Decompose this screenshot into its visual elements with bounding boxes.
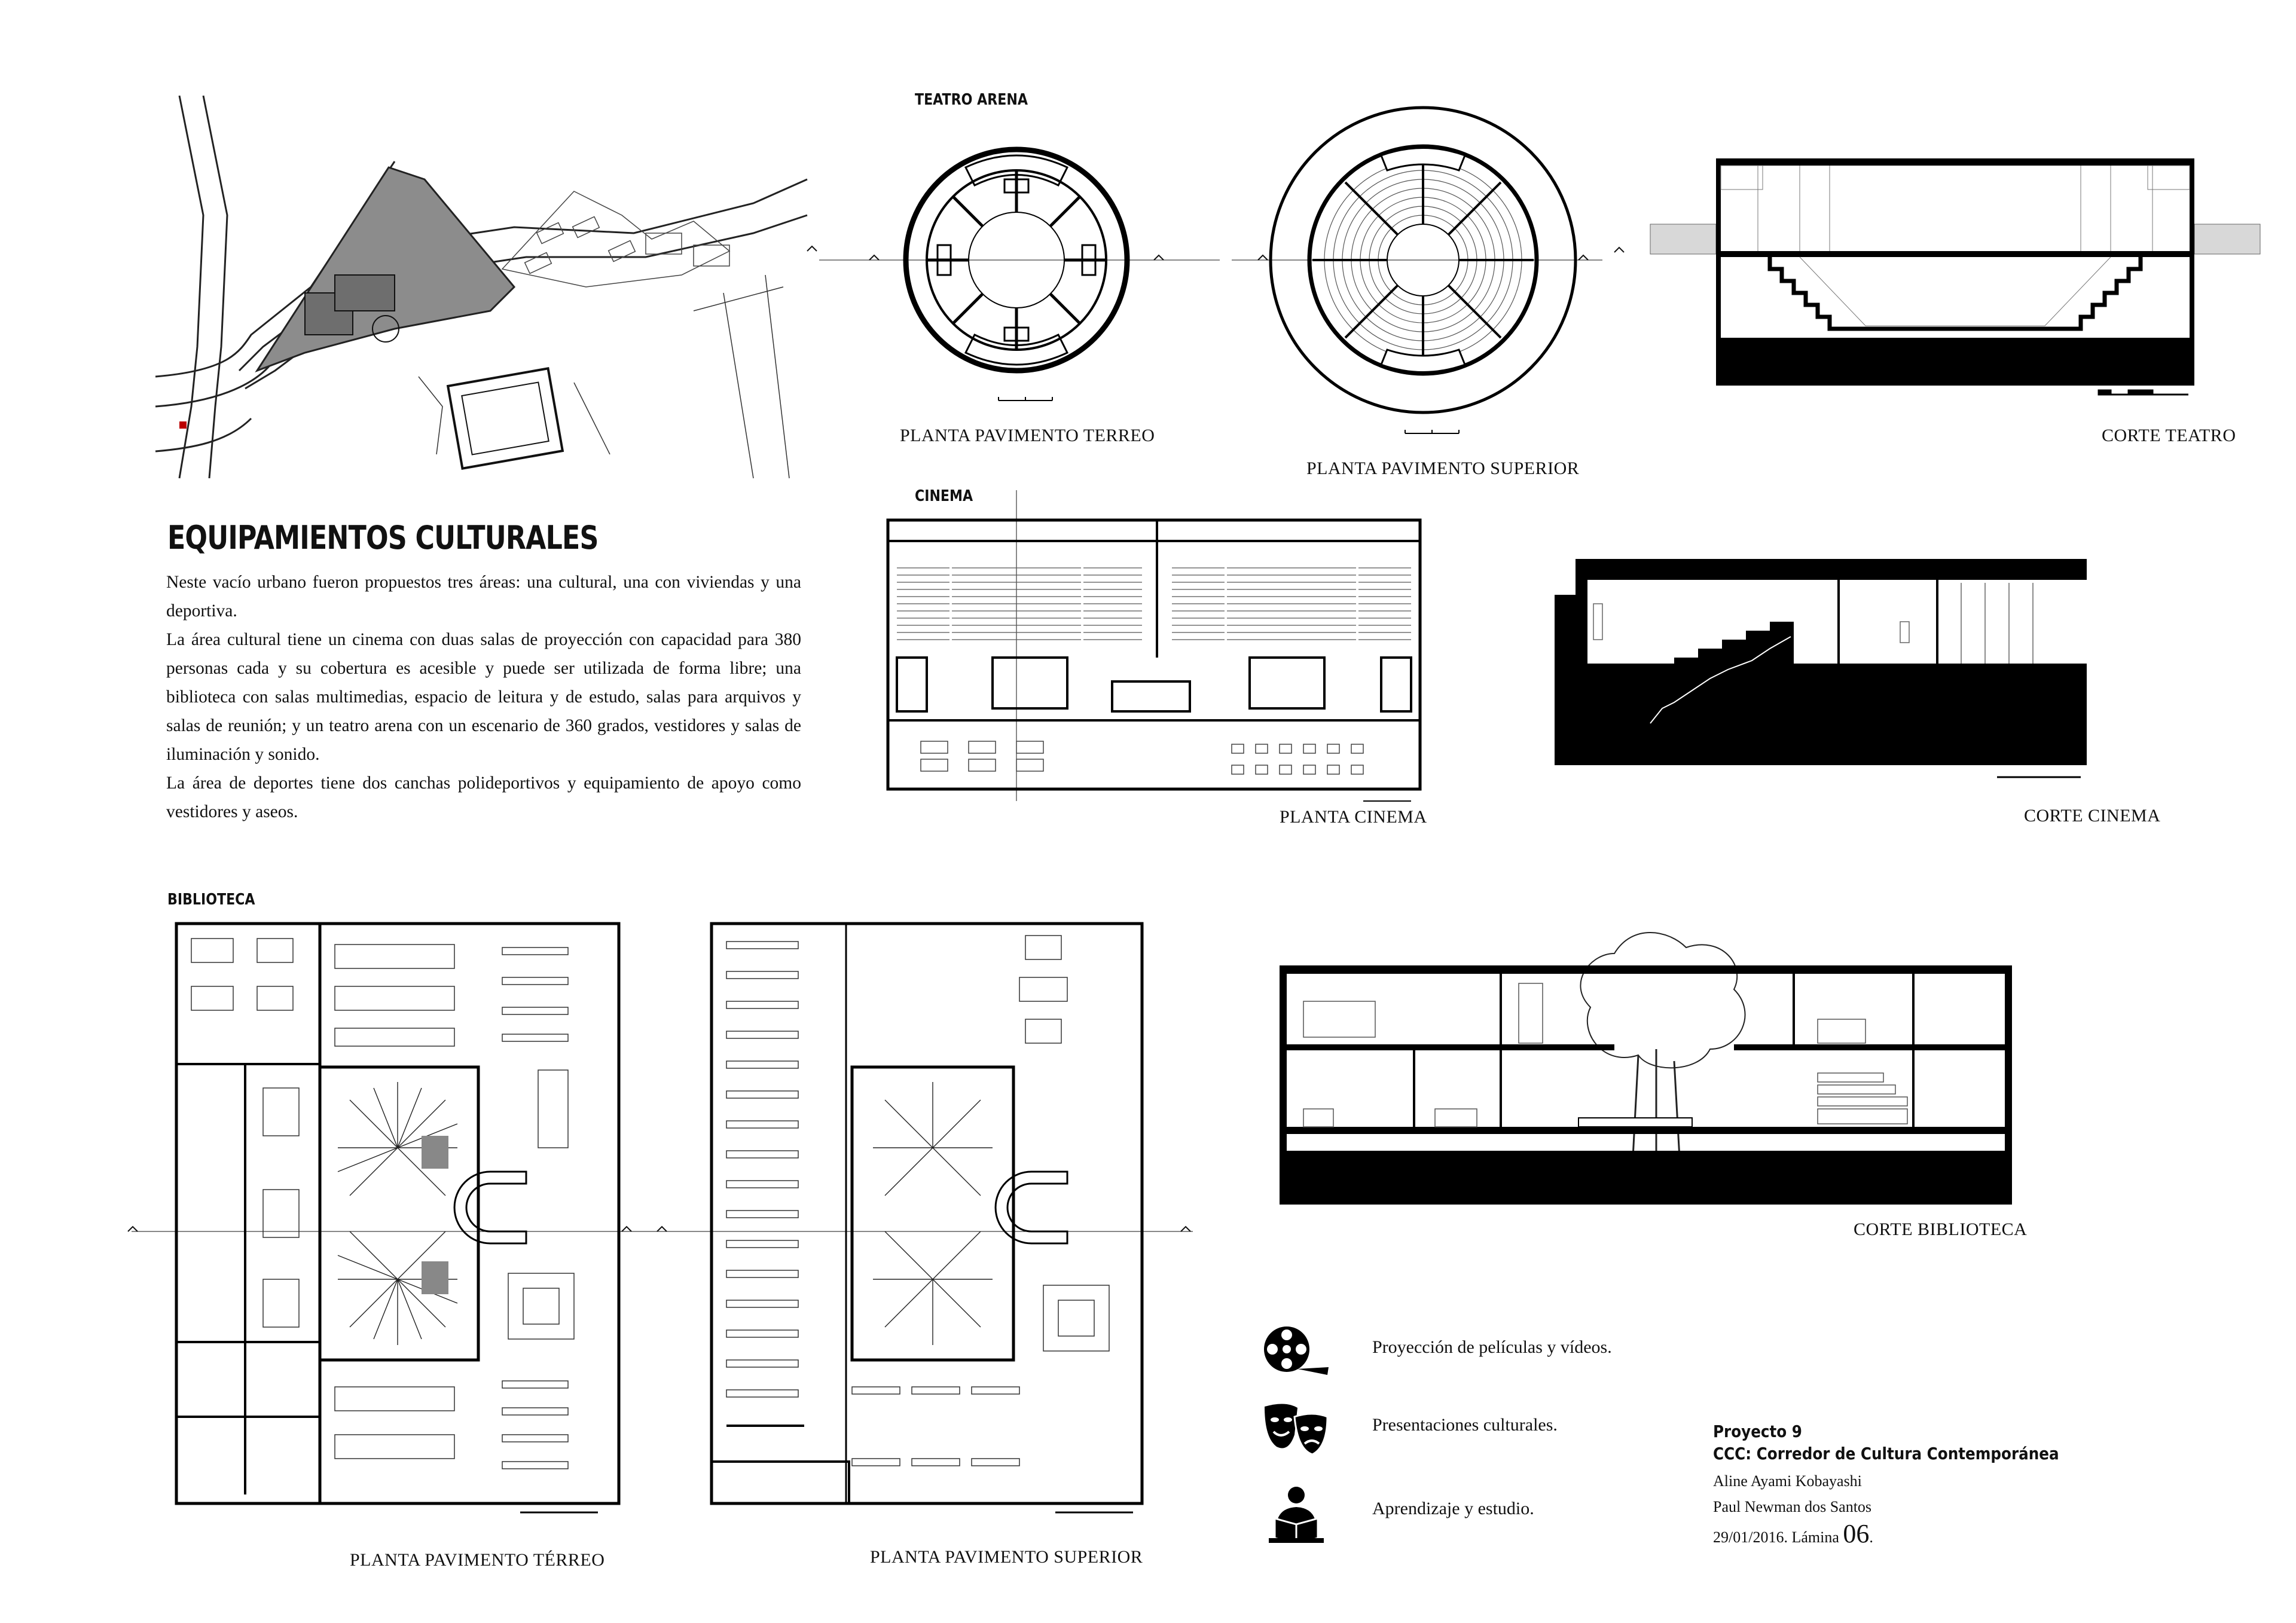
legend-label-projection: Proyección de películas y vídeos. <box>1372 1337 1612 1357</box>
caption-bib-terreo: PLANTA PAVIMENTO TÉRREO <box>350 1550 605 1570</box>
sheet-number: 06 <box>1843 1519 1870 1548</box>
description-paragraph-2: La área cultural tiene un cinema con duas salas de proyección con capacidad para 380 personas cada y su cobertura es acesible y puede ser utilizada de forma libre; una biblioteca con salas multimedias, espacio de leitura y de estudo, salas para arquivos y salas de reunión; y un teatro arena con un escenario de 360 grados, vestidores y salas de iluminación y sonido. <box>166 630 801 764</box>
legend-label-learning: Aprendizaje y estudio. <box>1372 1499 1534 1518</box>
site-plan-map <box>155 96 813 478</box>
caption-planta-cinema: PLANTA CINEMA <box>1280 807 1427 827</box>
description-paragraph-1: Neste vacío urbano fueron propuestos tres áreas: una cultural, una con viviendas y una deportiva. <box>166 573 801 621</box>
teatro-section-label: TEATRO ARENA <box>915 91 1028 109</box>
reader-icon <box>1262 1486 1333 1545</box>
cinema-section-label: CINEMA <box>915 487 973 505</box>
sports-block <box>448 368 563 468</box>
theater-masks-icon <box>1262 1402 1333 1459</box>
caption-corte-cinema: CORTE CINEMA <box>2024 806 2161 826</box>
cultural-area-lot <box>257 167 514 371</box>
author-2: Paul Newman dos Santos <box>1713 1498 1872 1515</box>
biblioteca-upper-plan <box>709 921 1163 1518</box>
author-1: Aline Ayami Kobayashi <box>1713 1472 1862 1490</box>
credits-block <box>1713 1422 2132 1565</box>
caption-teatro-superior: PLANTA PAVIMENTO SUPERIOR <box>1306 459 1580 478</box>
caption-corte-teatro: CORTE TEATRO <box>2102 426 2236 445</box>
project-subtitle: CCC: Corredor de Cultura Contemporánea <box>1713 1444 2059 1463</box>
date-sheet-line <box>1713 1518 1873 1549</box>
caption-corte-biblioteca: CORTE BIBLIOTECA <box>1854 1219 2028 1239</box>
caption-bib-superior: PLANTA PAVIMENTO SUPERIOR <box>870 1547 1143 1567</box>
biblioteca-section <box>1280 912 2012 1205</box>
film-reel-icon <box>1262 1324 1333 1378</box>
teatro-ground-plan <box>879 137 1154 395</box>
teatro-section <box>1650 158 2260 386</box>
biblioteca-ground-plan <box>173 921 622 1518</box>
cinema-plan <box>885 514 1435 789</box>
page-title: EQUIPAMIENTOS CULTURALES <box>167 519 599 557</box>
caption-teatro-terreo: PLANTA PAVIMENTO TERREO <box>900 426 1155 445</box>
date-prefix: 29/01/2016. Lámina <box>1713 1529 1843 1546</box>
teatro-upper-plan <box>1268 105 1578 427</box>
cinema-section <box>1555 559 2087 765</box>
description-paragraph-3: La área de deportes tiene dos canchas polideportivos y equipamiento de apoyo como vestidores y aseos. <box>166 774 801 821</box>
description-text <box>166 568 801 826</box>
project-number: Proyecto 9 <box>1713 1422 1802 1441</box>
legend-label-culture: Presentaciones culturales. <box>1372 1415 1558 1435</box>
sheet-suffix: . <box>1869 1529 1873 1546</box>
biblioteca-section-label: BIBLIOTECA <box>167 891 255 909</box>
